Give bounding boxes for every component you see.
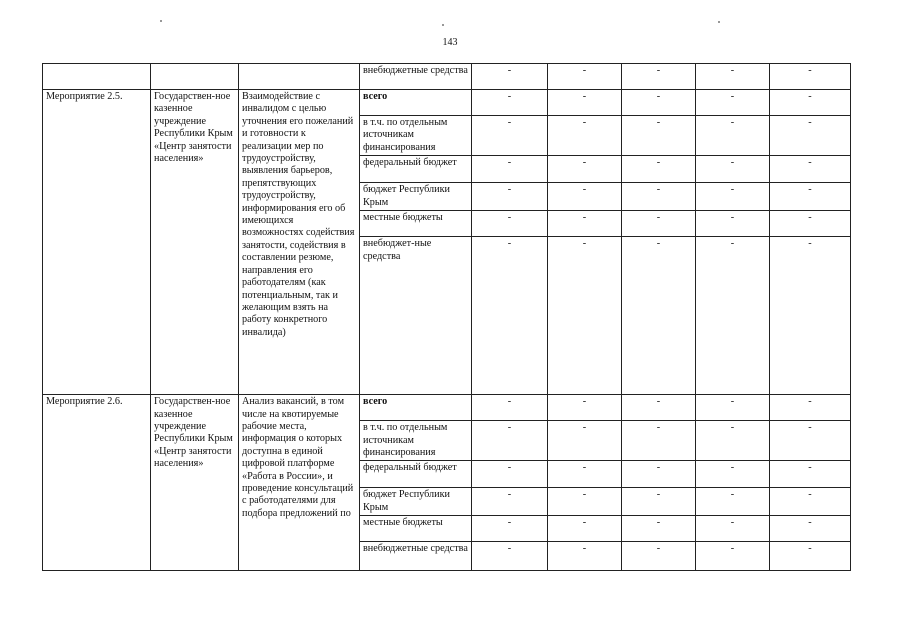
- value-cell: -: [770, 211, 851, 237]
- value-cell: -: [622, 156, 696, 183]
- value-cell: -: [770, 421, 851, 461]
- scan-speck: [442, 24, 444, 26]
- funding-source: местные бюджеты: [360, 211, 472, 237]
- value-cell: -: [770, 90, 851, 116]
- value-cell: -: [696, 211, 770, 237]
- value-cell: -: [548, 488, 622, 516]
- value-cell: -: [622, 542, 696, 571]
- value-cell: -: [770, 116, 851, 156]
- value-cell: -: [622, 421, 696, 461]
- value-cell: -: [696, 156, 770, 183]
- value-cell: -: [696, 90, 770, 116]
- value-cell: -: [696, 64, 770, 90]
- executor-cell: Государствен-ное казенное учреждение Республики Крым «Центр занятости населения»: [151, 395, 239, 571]
- value-cell: -: [472, 90, 548, 116]
- value-cell: -: [696, 542, 770, 571]
- content-cell: [239, 64, 360, 90]
- funding-source: внебюджет-ные средства: [360, 237, 472, 395]
- value-cell: -: [770, 64, 851, 90]
- value-cell: -: [622, 237, 696, 395]
- value-cell: -: [622, 461, 696, 488]
- value-cell: -: [696, 461, 770, 488]
- value-cell: -: [548, 542, 622, 571]
- value-cell: -: [696, 488, 770, 516]
- value-cell: -: [472, 488, 548, 516]
- value-cell: -: [472, 421, 548, 461]
- value-cell: -: [770, 156, 851, 183]
- value-cell: -: [472, 64, 548, 90]
- value-cell: -: [696, 116, 770, 156]
- funding-source: в т.ч. по отдельным источникам финансирования: [360, 421, 472, 461]
- value-cell: -: [548, 421, 622, 461]
- value-cell: -: [696, 421, 770, 461]
- value-cell: -: [472, 395, 548, 421]
- value-cell: -: [622, 64, 696, 90]
- value-cell: -: [770, 542, 851, 571]
- table-row: [43, 64, 851, 90]
- value-cell: -: [548, 516, 622, 542]
- value-cell: -: [472, 237, 548, 395]
- executor-cell: [151, 64, 239, 90]
- table-row: [43, 395, 851, 421]
- value-cell: -: [696, 183, 770, 211]
- value-cell: -: [622, 516, 696, 542]
- value-cell: -: [622, 90, 696, 116]
- funding-source: бюджет Республики Крым: [360, 488, 472, 516]
- page-number: 143: [442, 37, 458, 48]
- value-cell: -: [770, 461, 851, 488]
- value-cell: -: [622, 395, 696, 421]
- value-cell: -: [472, 116, 548, 156]
- value-cell: -: [770, 395, 851, 421]
- value-cell: -: [622, 116, 696, 156]
- value-cell: -: [548, 395, 622, 421]
- executor-cell: Государствен-ное казенное учреждение Республики Крым «Центр занятости населения»: [151, 90, 239, 395]
- funding-source: в т.ч. по отдельным источникам финансирования: [360, 116, 472, 156]
- value-cell: -: [472, 156, 548, 183]
- funding-source: всего: [360, 90, 472, 116]
- value-cell: -: [696, 237, 770, 395]
- funding-source: всего: [360, 395, 472, 421]
- value-cell: -: [472, 183, 548, 211]
- value-cell: -: [770, 488, 851, 516]
- funding-source: федеральный бюджет: [360, 156, 472, 183]
- table-row: [43, 90, 851, 116]
- value-cell: -: [472, 516, 548, 542]
- value-cell: -: [548, 156, 622, 183]
- value-cell: -: [770, 237, 851, 395]
- value-cell: -: [548, 116, 622, 156]
- event-cell: Мероприятие 2.6.: [43, 395, 151, 571]
- value-cell: -: [548, 90, 622, 116]
- scan-speck: [160, 20, 162, 22]
- value-cell: -: [548, 64, 622, 90]
- value-cell: -: [622, 211, 696, 237]
- funding-source: бюджет Республики Крым: [360, 183, 472, 211]
- value-cell: -: [472, 542, 548, 571]
- value-cell: -: [696, 516, 770, 542]
- value-cell: -: [548, 211, 622, 237]
- funding-source: внебюджетные средства: [360, 64, 472, 90]
- value-cell: -: [472, 461, 548, 488]
- funding-source: внебюджетные средства: [360, 542, 472, 571]
- funding-source: местные бюджеты: [360, 516, 472, 542]
- value-cell: -: [770, 183, 851, 211]
- value-cell: -: [548, 237, 622, 395]
- value-cell: -: [472, 211, 548, 237]
- content-cell: Взаимодействие с инвалидом с целью уточнения его пожеланий и готовности к реализации мер по трудоустройству, выявления барьеров, препятствующих трудоустройству, информирования его об имеющихся возможностях содействия занятости, содействия в составлении резюме, направления его работодателям (как потенциальным, так и желающим взять на работу конкретного инвалида): [239, 90, 360, 395]
- funding-source: федеральный бюджет: [360, 461, 472, 488]
- value-cell: -: [622, 488, 696, 516]
- value-cell: -: [548, 461, 622, 488]
- content-cell: Анализ вакансий, в том числе на квотируемые рабочие места, информация о которых доступна в единой цифровой платформе «Работа в России», и проведение консультаций с работодателями для подбора предложений по: [239, 395, 360, 571]
- value-cell: -: [770, 516, 851, 542]
- event-cell: [43, 64, 151, 90]
- scan-speck: [718, 21, 720, 23]
- value-cell: -: [548, 183, 622, 211]
- event-cell: Мероприятие 2.5.: [43, 90, 151, 395]
- value-cell: -: [622, 183, 696, 211]
- funding-table: [42, 63, 851, 571]
- value-cell: -: [696, 395, 770, 421]
